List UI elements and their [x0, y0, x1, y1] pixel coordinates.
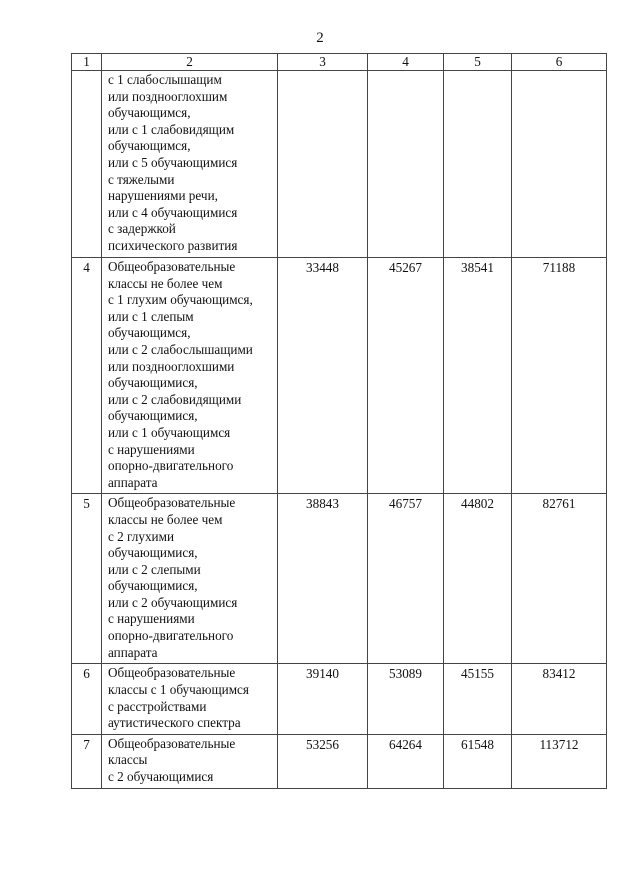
value-cell	[512, 71, 607, 258]
row-description: Общеобразовательные классы с 2 обучающимися	[102, 734, 278, 788]
table-row	[72, 734, 607, 788]
value-cell: 71188	[512, 258, 607, 494]
value-cell: 33448	[278, 258, 368, 494]
value-cell: 39140	[278, 664, 368, 734]
value-cell: 45267	[368, 258, 444, 494]
column-header: 2	[102, 54, 278, 71]
table-row	[72, 258, 607, 494]
value-cell: 53089	[368, 664, 444, 734]
value-cell: 38541	[444, 258, 512, 494]
row-number: 5	[72, 494, 102, 664]
column-header: 6	[512, 54, 607, 71]
table-row	[72, 71, 607, 258]
value-cell	[278, 71, 368, 258]
row-number: 4	[72, 258, 102, 494]
value-cell: 53256	[278, 734, 368, 788]
value-cell: 45155	[444, 664, 512, 734]
table-row	[72, 664, 607, 734]
column-header: 1	[72, 54, 102, 71]
value-cell: 64264	[368, 734, 444, 788]
column-header: 4	[368, 54, 444, 71]
funding-table	[71, 53, 607, 789]
table-header-row	[72, 54, 607, 71]
table-row	[72, 494, 607, 664]
row-number: 6	[72, 664, 102, 734]
row-description: Общеобразовательные классы с 1 обучающимся с расстройствами аутистического спектра	[102, 664, 278, 734]
value-cell: 61548	[444, 734, 512, 788]
row-description: с 1 слабослышащим или позднооглохшим обучающимся, или с 1 слабовидящим обучающимся, или с 5 обучающимися с тяжелыми нарушениями речи, или с 4 обучающимися с задержкой психического развития	[102, 71, 278, 258]
value-cell: 46757	[368, 494, 444, 664]
value-cell: 44802	[444, 494, 512, 664]
row-number	[72, 71, 102, 258]
value-cell: 38843	[278, 494, 368, 664]
row-description: Общеобразовательные классы не более чем с 1 глухим обучающимся, или с 1 слепым обучающимся, или с 2 слабослышащими или позднооглохшими обучающимися, или с 2 слабовидящими обучающимися, или с 1 обучающимся с нарушениями опорно-двигательного аппарата	[102, 258, 278, 494]
row-number: 7	[72, 734, 102, 788]
row-description: Общеобразовательные классы не более чем с 2 глухими обучающимися, или с 2 слепыми обучающимися, или с 2 обучающимися с нарушениями опорно-двигательного аппарата	[102, 494, 278, 664]
value-cell: 113712	[512, 734, 607, 788]
value-cell	[444, 71, 512, 258]
column-header: 3	[278, 54, 368, 71]
column-header: 5	[444, 54, 512, 71]
value-cell: 83412	[512, 664, 607, 734]
page-number: 2	[316, 30, 324, 46]
value-cell: 82761	[512, 494, 607, 664]
value-cell	[368, 71, 444, 258]
